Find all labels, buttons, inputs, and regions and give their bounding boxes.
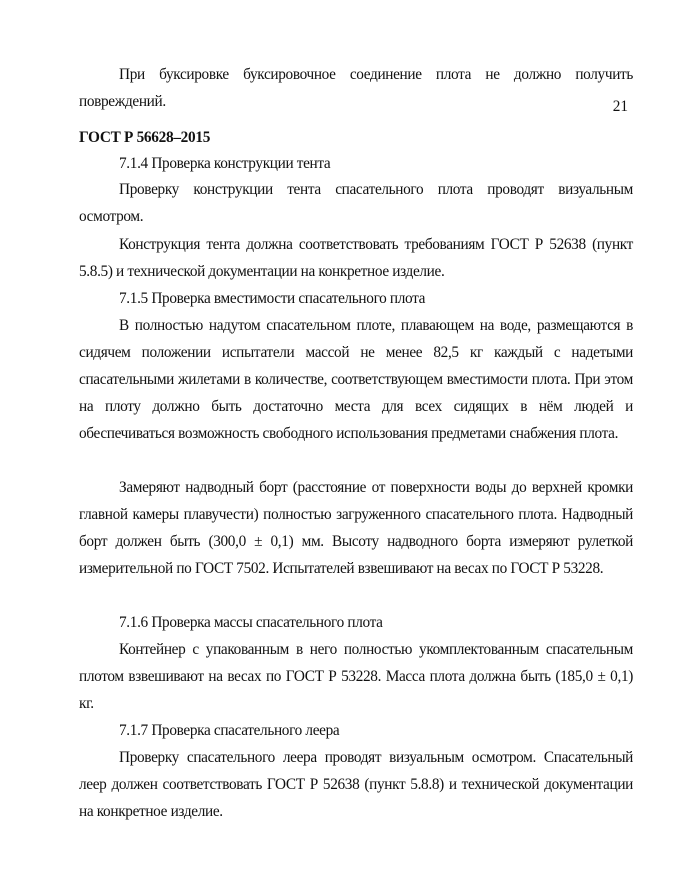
document-code: ГОСТ Р 56628–2015 [79, 129, 211, 146]
paragraph-7-1-4-1: Проверку конструкции тента спасательного плота проводят визуальным осмотром. [79, 181, 633, 225]
paragraph-7-1-6-1: Контейнер с упакованным в него полностью укомплектованным спасательным плотом взвешивают на весах по ГОСТ Р 53228. Масса плота должна быть (185,0 ± 0,1) кг. [79, 641, 633, 712]
section-heading-7-1-6: 7.1.6 Проверка массы спасательного плота [119, 614, 383, 631]
intro-paragraph: При буксировке буксировочное соединение плота не должно получить повреждений. [79, 66, 633, 110]
page-number: 21 [612, 98, 628, 115]
section-heading-7-1-5: 7.1.5 Проверка вместимости спасательного плота [119, 290, 426, 307]
section-heading-7-1-7: 7.1.7 Проверка спасательного леера [119, 722, 340, 739]
paragraph-7-1-7-1: Проверку спасательного леера проводят визуальным осмотром. Спасательный леер должен соответствовать ГОСТ Р 52638 (пункт 5.8.8) и технической документации на конкретное изделие. [79, 749, 633, 820]
paragraph-7-1-5-2: Замеряют надводный борт (расстояние от поверхности воды до верхней кромки главной камеры плавучести) полностью загруженного спасательного плота. Надводный борт должен быть (300,0 ± 0,1) мм. Высоту надводного борта измеряют рулеткой измерительной по ГОСТ 7502. Испытателей взвешивают на весах по ГОСТ Р 53228. [79, 479, 633, 577]
paragraph-7-1-5-1: В полностью надутом спасательном плоте, плавающем на воде, размещаются в сидячем положении испытатели массой не менее 82,5 кг каждый с надетыми спасательными жилетами в количестве, соответствующем вместимости плота. При этом на плоту должно быть достаточно места для всех сидящих в нём людей и обеспечиваться возможность свободного использования предметами снабжения плота. [79, 317, 633, 442]
section-heading-7-1-4: 7.1.4 Проверка конструкции тента [119, 155, 331, 172]
paragraph-7-1-4-2: Конструкция тента должна соответствовать требованиям ГОСТ Р 52638 (пункт 5.8.5) и технической документации на конкретное изделие. [79, 236, 633, 280]
